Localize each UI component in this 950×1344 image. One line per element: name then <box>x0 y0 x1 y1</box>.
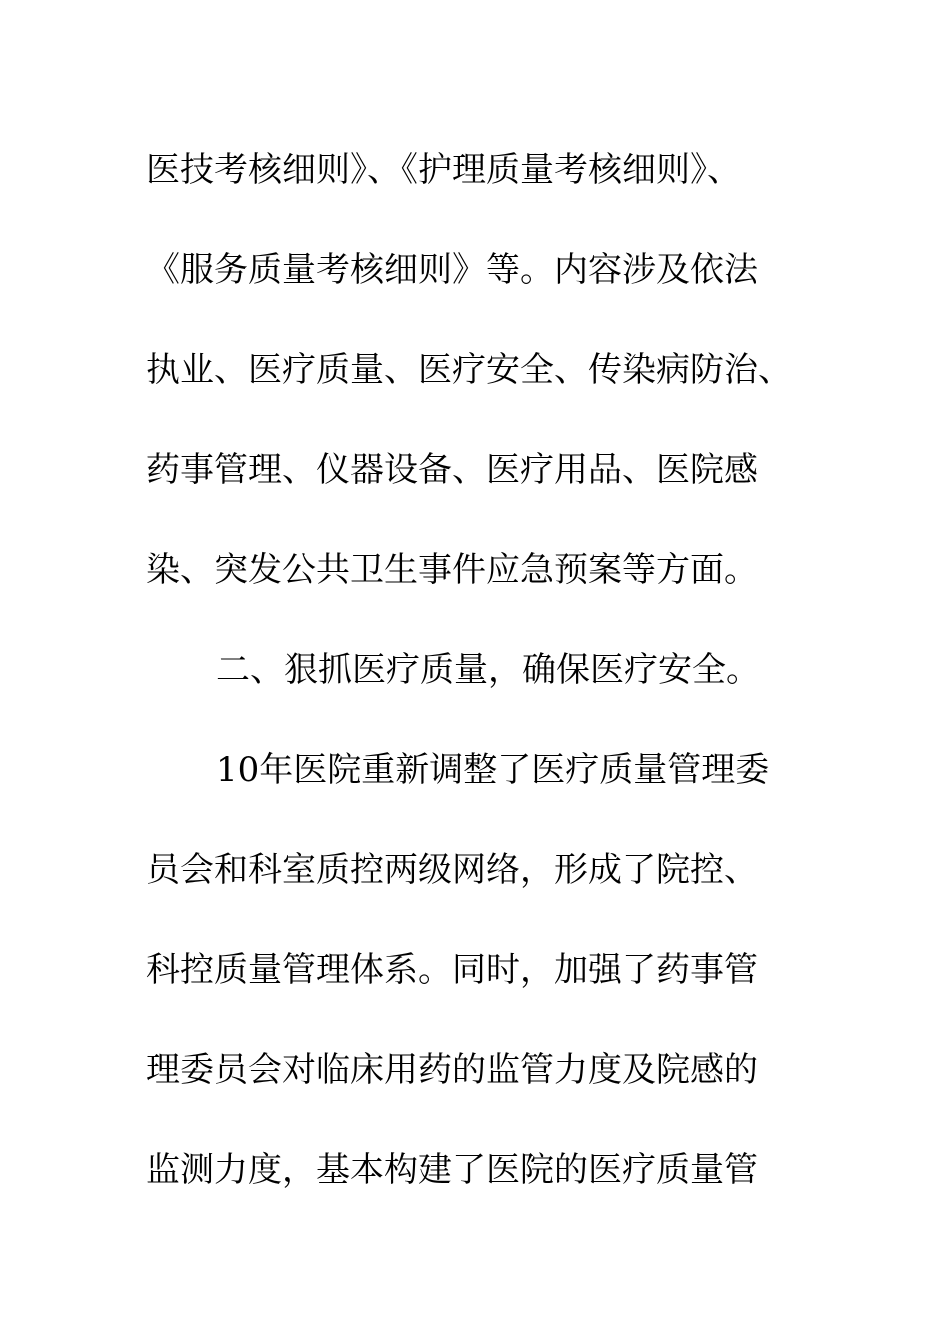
text-line-2: 《服务质量考核细则》等。内容涉及依法 <box>146 250 758 290</box>
document-body-text <box>146 120 826 1220</box>
paragraph-start-line: 10年医院重新调整了医疗质量管理委 <box>216 750 770 790</box>
text-line-4: 药事管理、仪器设备、医疗用品、医院感 <box>146 450 758 490</box>
section-heading: 二、狠抓医疗质量，确保医疗安全。 <box>216 650 760 690</box>
text-line-10: 理委员会对临床用药的监管力度及院感的 <box>146 1050 758 1090</box>
text-line-11: 监测力度，基本构建了医院的医疗质量管 <box>146 1150 758 1190</box>
text-line-8: 员会和科室质控两级网络，形成了院控、 <box>146 850 758 890</box>
text-line-3: 执业、医疗质量、医疗安全、传染病防治、 <box>146 350 792 390</box>
text-line-5: 染、突发公共卫生事件应急预案等方面。 <box>146 550 758 590</box>
text-line-1: 医技考核细则》、《护理质量考核细则》、 <box>146 150 741 190</box>
text-line-9: 科控质量管理体系。同时，加强了药事管 <box>146 950 758 990</box>
